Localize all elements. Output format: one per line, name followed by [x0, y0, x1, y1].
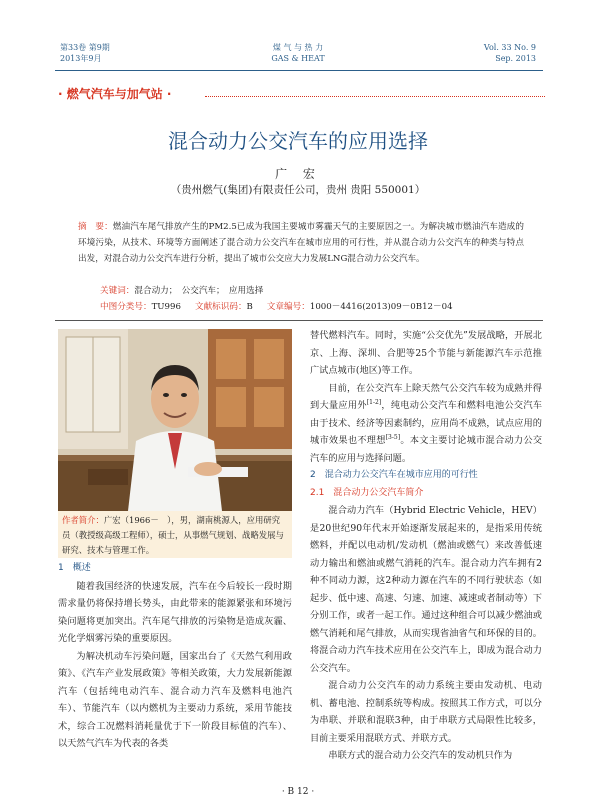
citation: [3-5]	[385, 433, 401, 441]
section-tag-divider	[205, 96, 545, 97]
clc-label: 中图分类号：	[100, 302, 152, 312]
article-number-value: 1000－4416(2013)09－0B12－04	[309, 302, 453, 312]
right-column	[310, 327, 542, 765]
publication-date: 2013年9月	[60, 54, 102, 63]
volume-issue: 第33卷 第9期	[60, 43, 110, 52]
paragraph: 随着我国经济的快速发展，汽车在今后较长一段时期需求量仍将保持增长势头，由此带来的能源紧张和环境污染问题将更加突出。汽车尾气排放的污染物是造成灰霾、光化学烟雾污染的重要原因。	[58, 580, 292, 644]
paragraph-text: 目前，在公交汽车上除天然气公交汽车较为成熟并得到大量应用外	[310, 382, 542, 411]
article-title: 混合动力公交汽车的应用选择	[168, 129, 428, 153]
keywords	[100, 283, 263, 299]
section-heading-1: 1 概述	[58, 563, 91, 573]
abstract-label: 摘 要：	[78, 222, 113, 232]
left-column	[58, 560, 292, 753]
article-number-label: 文章编号：	[266, 302, 310, 312]
paragraph: 串联方式的混合动力公交汽车的发动机只作为	[328, 750, 513, 761]
author-photo	[58, 329, 292, 511]
running-header-right	[484, 42, 536, 64]
section-tag: · 燃气汽车与加气站 ·	[58, 87, 172, 101]
paragraph	[310, 380, 542, 468]
clc-value: TU996	[151, 302, 181, 312]
keywords-text: 混合动力； 公交汽车； 应用选择	[134, 286, 264, 296]
abstract	[78, 219, 524, 267]
author-bio	[58, 511, 292, 558]
keywords-label: 关键词：	[100, 286, 135, 296]
paragraph-text: ，纯电动公交汽车和燃料电池公交汽车由于技术、经济等因素制约，应用尚不成熟，试点应用的城市效果也不理想	[310, 400, 543, 446]
header-divider	[55, 70, 543, 71]
classification-line	[100, 299, 453, 315]
author-name: 广 宏	[275, 167, 321, 181]
section-heading-2: 2 混合动力公交汽车在城市应用的可行性	[310, 470, 478, 480]
publication-date-en: Sep. 2013	[495, 54, 536, 63]
page-number: · B 12 ·	[281, 787, 315, 797]
bio-text: 广宏（1966－ ），男，湖南桃源人，应用研究员（教授级高级工程师），硕士，从事燃气规划、战略发展与研究、技术与管理工作。	[62, 515, 284, 555]
doc-code-value: B	[246, 302, 253, 312]
author-affiliation: （贵州燃气(集团)有限责任公司，贵州 贵阳 550001）	[170, 184, 426, 196]
author-portrait-illustration	[58, 329, 292, 511]
bio-label: 作者简介：	[62, 515, 104, 525]
journal-name-cn: 煤 气 与 热 力	[272, 43, 324, 52]
paragraph: 替代燃料汽车。同时，实施“公交优先”发展战略，开展北京、上海、深圳、合肥等25个节能与新能源汽车示范推广试点城市(地区)等工作。	[310, 330, 542, 376]
volume-issue-en: Vol. 33 No. 9	[483, 43, 536, 52]
journal-name-en: GAS & HEAT	[271, 54, 325, 63]
doc-code-label: 文献标识码：	[194, 302, 247, 312]
paragraph-text: 。本文主要讨论城市混合动力公交汽车的应用与选择问题。	[310, 435, 543, 464]
paragraph: 混合动力公交汽车的动力系统主要由发动机、电动机、蓄电池、控制系统等构成。按照其工作方式，可以分为串联、并联和混联3种，由于串联方式局限性比较多，目前主要采用混联方式、并联方式。	[310, 680, 542, 744]
paragraph: 混合动力汽车（Hybrid Electric Vehicle，HEV）是20世纪90年代末开始逐渐发展起来的，是指采用传统燃料，并配以电动机/发动机（燃油或燃气）来改善低速动力输出和燃油或燃气消耗的汽车。混合动力汽车拥有2种不同动力源，这2种动力源在汽车的不同行驶状态（如起步、低中速、高速、匀速、加速、减速或者制动等）下分别工作，或者一起工作。通过这种组合可以减少燃油或燃气消耗和尾气排放，从而实现省油省气和环保的目的。将混合动力汽车技术应用在公交汽车上，即成为混合动力公交汽车。	[310, 505, 542, 674]
paragraph: 为解决机动车污染问题，国家出台了《天然气利用政策》、《汽车产业发展政策》等相关政策，大力发展新能源汽车（包括纯电动汽车、混合动力汽车及燃料电池汽车）、节能汽车（以内燃机为主要动力系统，采用节能技术，综合工况燃料消耗量优于下一阶段目标值的汽车）、以天然气汽车为代表的各类	[58, 650, 292, 749]
citation: [1-2]	[366, 398, 382, 406]
subsection-heading-2-1: 2.1 混合动力公交汽车简介	[310, 487, 424, 498]
abstract-text: 燃油汽车尾气排放产生的PM2.5已成为我国主要城市雾霾天气的主要原因之一。为解决城市燃油汽车造成的环境污染，从技术、环境等方面阐述了混合动力公交汽车在城市应用的可行性，并从混合动力公交汽车的种类与特点出发，对混合动力公交汽车进行分析，提出了城市公交应大力发展LNG混合动力公交汽车。	[78, 222, 524, 264]
abstract-divider	[55, 320, 543, 321]
